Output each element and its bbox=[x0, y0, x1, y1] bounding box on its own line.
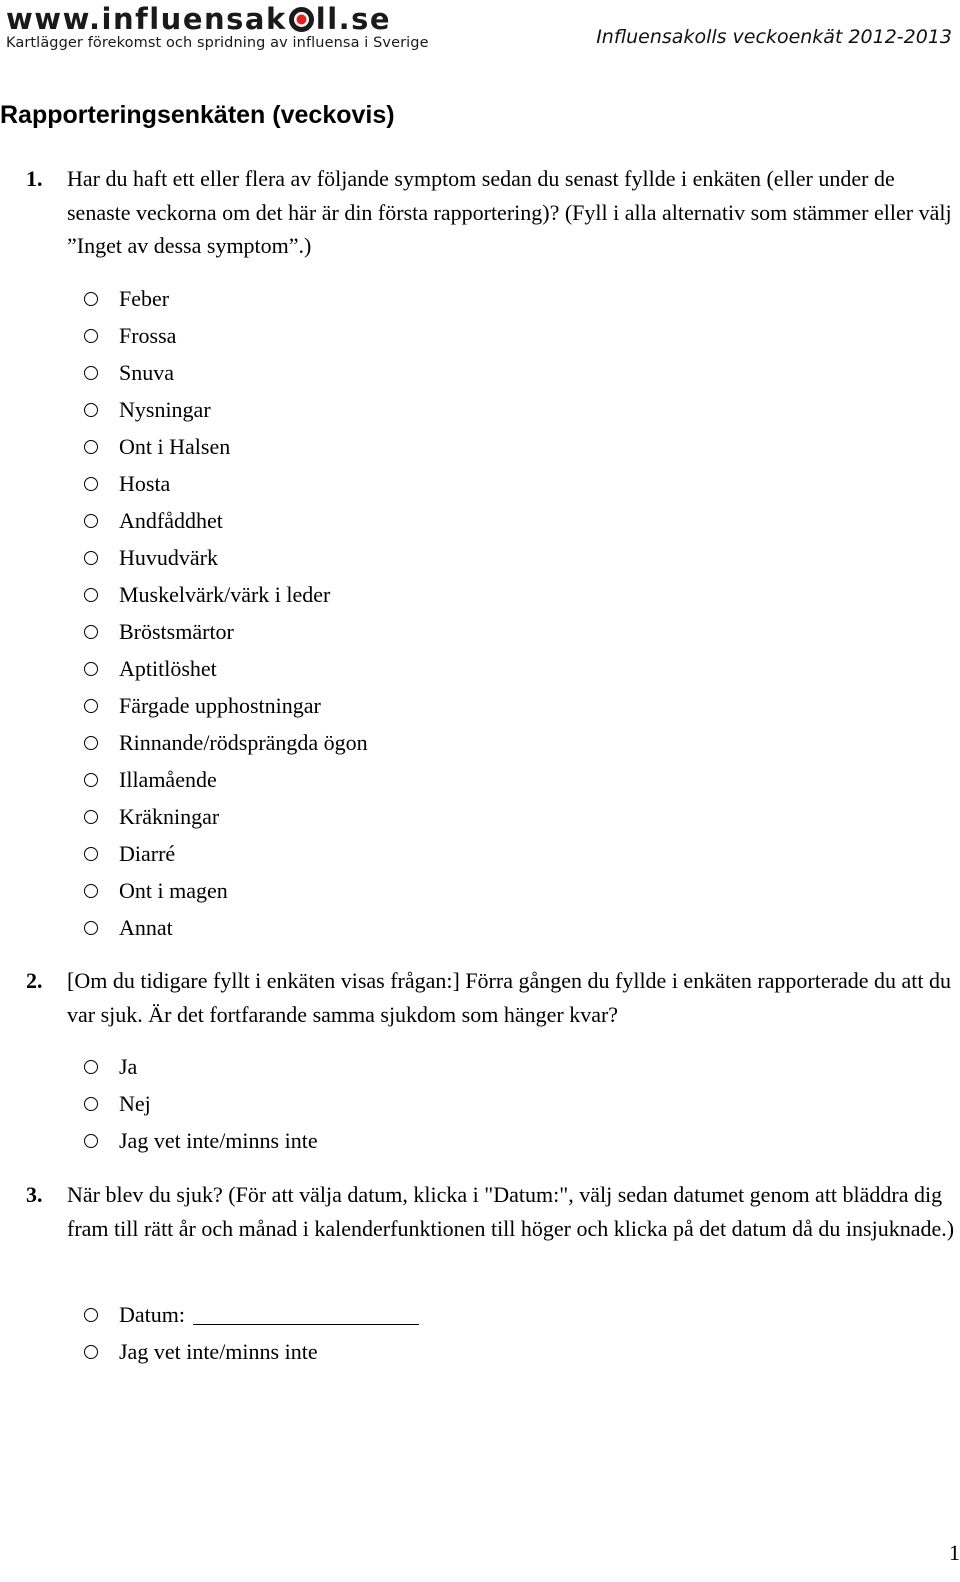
logo-domain-part1: www.influensak bbox=[6, 2, 287, 36]
option-muskelvark-vark-i-leder[interactable] bbox=[84, 576, 368, 613]
question-text: Har du haft ett eller flera av följande symptom sedan du senast fyllde i enkäten (eller under de senaste veckorna om det här är din första rapportering)? (Fyll i alla alternativ som stämmer eller välj ”Inget av dessa symptom”.) bbox=[67, 166, 952, 258]
option-illamaende[interactable] bbox=[84, 761, 368, 798]
option-aptitloshet[interactable] bbox=[84, 650, 368, 687]
radio-button-icon[interactable] bbox=[84, 625, 98, 639]
option-list bbox=[84, 280, 368, 946]
option-label: Huvudvärk bbox=[119, 544, 218, 570]
page-number: 1 bbox=[949, 1540, 960, 1565]
logo-o-mark-icon bbox=[288, 6, 315, 33]
logo-domain-part2: ll.se bbox=[315, 2, 392, 36]
option-label: Bröstsmärtor bbox=[119, 618, 234, 644]
radio-button-icon[interactable] bbox=[84, 773, 98, 787]
question-number: 2. bbox=[26, 968, 43, 993]
option-diarre[interactable] bbox=[84, 835, 368, 872]
option-rinnande-rodsprangda-ogon[interactable] bbox=[84, 724, 368, 761]
option-label: Diarré bbox=[119, 840, 176, 866]
radio-button-icon[interactable] bbox=[84, 292, 98, 306]
radio-button-icon[interactable] bbox=[84, 847, 98, 861]
radio-button-icon[interactable] bbox=[84, 1134, 98, 1148]
radio-button-icon[interactable] bbox=[84, 921, 98, 935]
option-ja[interactable] bbox=[84, 1048, 318, 1085]
option-frossa[interactable] bbox=[84, 317, 368, 354]
option-nysningar[interactable] bbox=[84, 391, 368, 428]
option-list bbox=[84, 1048, 318, 1159]
option-label: Muskelvärk/värk i leder bbox=[119, 581, 331, 607]
option-label: Färgade upphostningar bbox=[119, 692, 321, 718]
page-header bbox=[0, 0, 960, 60]
radio-button-icon[interactable] bbox=[84, 1345, 98, 1359]
radio-button-icon[interactable] bbox=[84, 477, 98, 491]
radio-button-icon[interactable] bbox=[84, 1097, 98, 1111]
option-label: Jag vet inte/minns inte bbox=[119, 1127, 318, 1153]
radio-button-icon[interactable] bbox=[84, 440, 98, 454]
radio-button-icon[interactable] bbox=[84, 699, 98, 713]
option-nej[interactable] bbox=[84, 1085, 318, 1122]
option-label: Ont i Halsen bbox=[119, 433, 231, 459]
option-label: Andfåddhet bbox=[119, 507, 223, 533]
logo-domain bbox=[6, 2, 429, 36]
option-label: Hosta bbox=[119, 470, 171, 496]
radio-button-icon[interactable] bbox=[84, 1308, 98, 1322]
radio-button-icon[interactable] bbox=[84, 810, 98, 824]
option-label: Rinnande/rödsprängda ögon bbox=[119, 729, 368, 755]
option-label: Datum: bbox=[119, 1301, 185, 1327]
option-jag-vet-inte-minns-inte[interactable] bbox=[84, 1122, 318, 1159]
radio-button-icon[interactable] bbox=[84, 366, 98, 380]
option-ont-i-magen[interactable] bbox=[84, 872, 368, 909]
option-label: Illamående bbox=[119, 766, 217, 792]
question-number: 3. bbox=[26, 1182, 43, 1207]
option-krakningar[interactable] bbox=[84, 798, 368, 835]
radio-button-icon[interactable] bbox=[84, 884, 98, 898]
option-label: Kräkningar bbox=[119, 803, 220, 829]
radio-button-icon[interactable] bbox=[84, 329, 98, 343]
option-annat[interactable] bbox=[84, 909, 368, 946]
option-feber[interactable] bbox=[84, 280, 368, 317]
radio-button-icon[interactable] bbox=[84, 662, 98, 676]
option-datum[interactable] bbox=[84, 1296, 419, 1333]
option-ont-i-halsen[interactable] bbox=[84, 428, 368, 465]
option-huvudvark[interactable] bbox=[84, 539, 368, 576]
option-label: Nej bbox=[119, 1090, 151, 1116]
question-text: När blev du sjuk? (För att välja datum, klicka i "Datum:", välj sedan datumet genom att bläddra dig fram till rätt år och månad i kalenderfunktionen till höger och klicka på det datum då du insjuknade.) bbox=[67, 1182, 955, 1241]
option-label: Frossa bbox=[119, 322, 177, 348]
date-input-line[interactable] bbox=[193, 1304, 419, 1325]
radio-button-icon[interactable] bbox=[84, 514, 98, 528]
header-title: Influensakolls veckoenkät 2012-2013 bbox=[596, 26, 952, 48]
radio-button-icon[interactable] bbox=[84, 403, 98, 417]
option-label: Snuva bbox=[119, 359, 174, 385]
option-hosta[interactable] bbox=[84, 465, 368, 502]
question-text: [Om du tidigare fyllt i enkäten visas frågan:] Förra gången du fyllde i enkäten rapporterade du att du var sjuk. Är det fortfarande samma sjukdom som hänger kvar? bbox=[67, 968, 951, 1027]
option-label: Aptitlöshet bbox=[119, 655, 217, 681]
option-label: Annat bbox=[119, 914, 173, 940]
radio-button-icon[interactable] bbox=[84, 551, 98, 565]
option-label: Ja bbox=[119, 1053, 138, 1079]
radio-button-icon[interactable] bbox=[84, 588, 98, 602]
option-andfaddhet[interactable] bbox=[84, 502, 368, 539]
option-jag-vet-inte-minns-inte[interactable] bbox=[84, 1333, 419, 1370]
question-number: 1. bbox=[26, 166, 43, 191]
radio-button-icon[interactable] bbox=[84, 1060, 98, 1074]
radio-button-icon[interactable] bbox=[84, 736, 98, 750]
logo-tagline: Kartlägger förekomst och spridning av influensa i Sverige bbox=[6, 35, 429, 51]
option-label: Nysningar bbox=[119, 396, 211, 422]
option-fargade-upphostningar[interactable] bbox=[84, 687, 368, 724]
option-label: Jag vet inte/minns inte bbox=[119, 1338, 318, 1364]
option-list bbox=[84, 1296, 419, 1370]
section-heading: Rapporteringsenkäten (veckovis) bbox=[0, 101, 395, 129]
influensakoll-logo bbox=[6, 2, 429, 51]
option-snuva[interactable] bbox=[84, 354, 368, 391]
option-label: Feber bbox=[119, 285, 170, 311]
option-label: Ont i magen bbox=[119, 877, 228, 903]
option-brostsmartor[interactable] bbox=[84, 613, 368, 650]
